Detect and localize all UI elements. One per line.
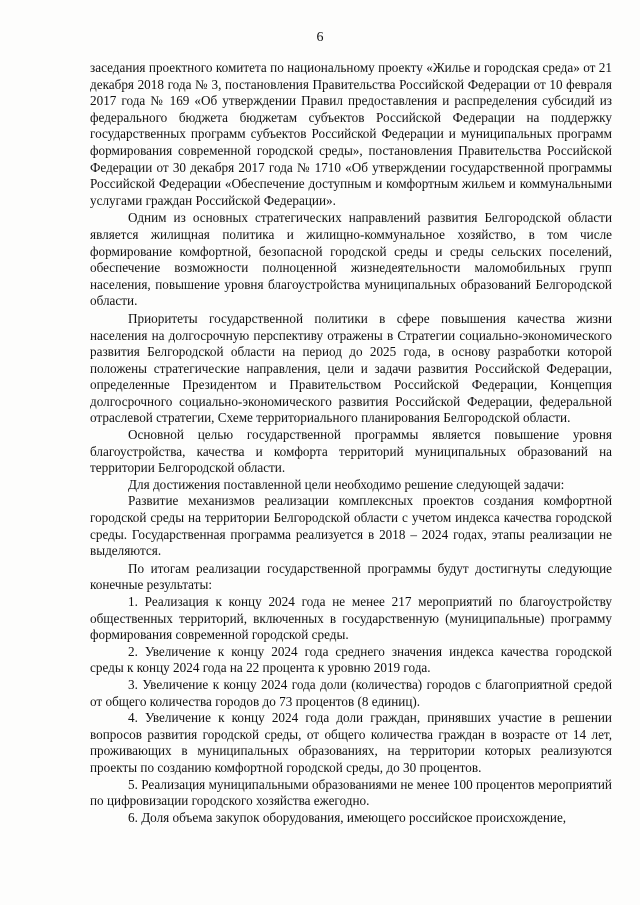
paragraph-policy-priorities: Приоритеты государственной политики в сфере повышения качества жизни населения на долгосрочную перспективу отражены в Стратегии социально-экономического развития Белгородской области на период до 2025 года, в основу разработки которой положены стратегические направления, цели и задачи развития Российской Федерации, определенные Президентом и Правительством Российской Федерации, Концепция долгосрочного социально-экономического развития Российской Федерации, федеральной отраслевой стратегии, Схеме территориального планирования Белгородской области. bbox=[90, 310, 612, 426]
paragraph-results-intro: По итогам реализации государственной программы будут достигнуты следующие конечные результаты: bbox=[90, 560, 612, 593]
paragraph-strategic-directions: Одним из основных стратегических направлений развития Белгородской области является жилищная политика и жилищно-коммунальное хозяйство, в том числе формирование комфортной, безопасной городской среды и среды сельских поселений, обеспечение возможности полноценной жизнедеятельности маломобильных групп населения, повышение уровня благоустройства муниципальных образований Белгородской области. bbox=[90, 210, 612, 309]
document-body bbox=[90, 60, 612, 826]
result-item-2: 2. Увеличение к концу 2024 года среднего значения индекса качества городской среды к концу 2024 года на 22 процента к уровню 2019 года. bbox=[90, 643, 612, 676]
paragraph-task-intro: Для достижения поставленной цели необходимо решение следующей задачи: bbox=[128, 476, 565, 492]
page-number: 6 bbox=[316, 30, 324, 45]
result-item-3: 3. Увеличение к концу 2024 года доли (количества) городов с благоприятной средой от общего количества городов до 73 процентов (8 единиц). bbox=[90, 676, 612, 709]
result-item-5: 5. Реализация муниципальными образованиями не менее 100 процентов мероприятий по цифровизации городского хозяйства ежегодно. bbox=[90, 776, 612, 809]
paragraph-main-goal: Основной целью государственной программы является повышение уровня благоустройства, качества и комфорта территорий муниципальных образований на территории Белгородской области. bbox=[90, 427, 612, 476]
result-item-6: 6. Доля объема закупок оборудования, имеющего российское происхождение, bbox=[128, 809, 567, 825]
paragraph-continuation: заседания проектного комитета по национальному проекту «Жилье и городская среда» от 21 декабря 2018 года № 3, постановления Правительства Российской Федерации от 10 февраля 2017 года № 169 «Об утверждении Правил предоставления и распределения субсидий из федерального бюджета бюджетам субъектов Российской Федерации на поддержку государственных программ субъектов Российской Федерации и муниципальных программ формирования современной городской среды», постановления Правительства Российской Федерации от 30 декабря 2017 года № 1710 «Об утверждении государственной программы Российской Федерации «Обеспечение доступным и комфортным жильем и коммунальными услугами граждан Российской Федерации». bbox=[90, 60, 612, 208]
paragraph-task: Развитие механизмов реализации комплексных проектов создания комфортной городской среды на территории Белгородской области с учетом индекса качества городской среды. Государственная программа реализуется в 2018 – 2024 годах, этапы реализации не выделяются. bbox=[90, 493, 612, 559]
result-item-1: 1. Реализация к концу 2024 года не менее 217 мероприятий по благоустройству общественных территорий, включенных в государственную (муниципальные) программу формирования современной городской среды. bbox=[90, 594, 612, 643]
result-item-4: 4. Увеличение к концу 2024 года доли граждан, принявших участие в решении вопросов развития городской среды, от общего количества граждан в возрасте от 14 лет, проживающих в муниципальных образованиях, на территории которых реализуются проекты по созданию комфортной городской среды, до 30 процентов. bbox=[90, 710, 612, 775]
